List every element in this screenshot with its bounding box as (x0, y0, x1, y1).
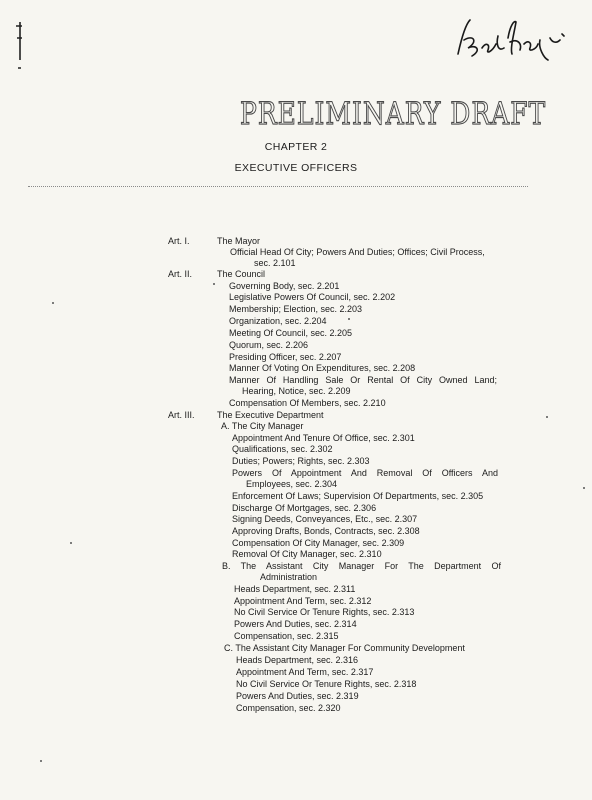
scan-speck (70, 542, 72, 544)
toc-entry: No Civil Service Or Tenure Rights, sec. 2.313 (234, 607, 415, 617)
article-title: The Mayor (217, 236, 261, 246)
toc-entry: Compensation Of City Manager, sec. 2.309 (232, 538, 405, 548)
toc-entry: Qualifications, sec. 2.302 (232, 444, 333, 454)
toc-entry: Manner Of Voting On Expenditures, sec. 2.208 (229, 363, 416, 373)
toc-entry: Organization, sec. 2.204 (229, 316, 327, 326)
scan-speck (40, 760, 42, 762)
toc-entry: Powers And Duties, sec. 2.314 (234, 619, 357, 629)
toc-entry: Heads Department, sec. 2.311 (234, 584, 356, 594)
toc-entry: Membership; Election, sec. 2.203 (229, 304, 363, 314)
article-title: The Executive Department (217, 410, 324, 420)
scan-speck (213, 283, 215, 285)
scan-speck (583, 487, 585, 489)
toc-entry: Removal Of City Manager, sec. 2.310 (232, 549, 382, 559)
preliminary-draft-stamp: PRELIMINARY DRAFT (240, 95, 547, 132)
toc-entry: Powers And Duties, sec. 2.319 (236, 691, 359, 701)
section-title: EXECUTIVE OFFICERS (234, 162, 358, 174)
toc-entry: No Civil Service Or Tenure Rights, sec. 2.318 (236, 679, 417, 689)
toc-entry: Legislative Powers Of Council, sec. 2.202 (229, 292, 396, 302)
toc-entry: Duties; Powers; Rights, sec. 2.303 (232, 456, 370, 466)
toc-entry: Heads Department, sec. 2.316 (236, 655, 359, 665)
toc-entry: Compensation Of Members, sec. 2.210 (229, 398, 386, 408)
toc-entry: Enforcement Of Laws; Supervision Of Departments, sec. 2.305 (232, 491, 484, 501)
toc-entry: Official Head Of City; Powers And Duties; Offices; Civil Process, (230, 247, 485, 257)
toc-entry: Quorum, sec. 2.206 (229, 340, 309, 350)
toc-entry: Compensation, sec. 2.315 (234, 631, 339, 641)
scan-speck (546, 416, 548, 418)
scan-speck (348, 318, 350, 320)
toc-subsection: A. The City Manager (221, 421, 304, 431)
toc-entry: Powers Of Appointment And Removal Of Officers And (232, 468, 498, 478)
toc-entry: Manner Of Handling Sale Or Rental Of City Owned Land; (229, 375, 497, 385)
article-title: The Council (217, 269, 266, 279)
toc-entry: Appointment And Term, sec. 2.312 (234, 596, 372, 606)
toc-entry: Governing Body, sec. 2.201 (229, 281, 340, 291)
toc-entry: Presiding Officer, sec. 2.207 (229, 352, 342, 362)
toc-entry: Signing Deeds, Conveyances, Etc., sec. 2.307 (232, 514, 418, 524)
toc-entry: Appointment And Term, sec. 2.317 (236, 667, 374, 677)
toc-subsection: B. The Assistant City Manager For The Department Of (222, 561, 501, 571)
toc-entry: Appointment And Tenure Of Office, sec. 2.301 (232, 433, 415, 443)
article-label: Art. I. (168, 236, 190, 246)
toc-entry: Approving Drafts, Bonds, Contracts, sec. 2.308 (232, 526, 420, 536)
toc-entry: Employees, sec. 2.304 (246, 479, 338, 489)
toc-entry: Compensation, sec. 2.320 (236, 703, 341, 713)
chapter-heading: CHAPTER 2 (264, 141, 328, 153)
article-label: Art. III. (168, 410, 195, 420)
article-label: Art. II. (168, 269, 193, 279)
toc-entry: sec. 2.101 (254, 258, 296, 268)
toc-entry: Discharge Of Mortgages, sec. 2.306 (232, 503, 377, 513)
scan-speck (52, 302, 54, 304)
toc-entry: Meeting Of Council, sec. 2.205 (229, 328, 353, 338)
toc-subsection: Administration (260, 572, 318, 582)
toc-entry: Hearing, Notice, sec. 2.209 (242, 386, 351, 396)
toc-subsection: C. The Assistant City Manager For Community Development (224, 643, 465, 653)
